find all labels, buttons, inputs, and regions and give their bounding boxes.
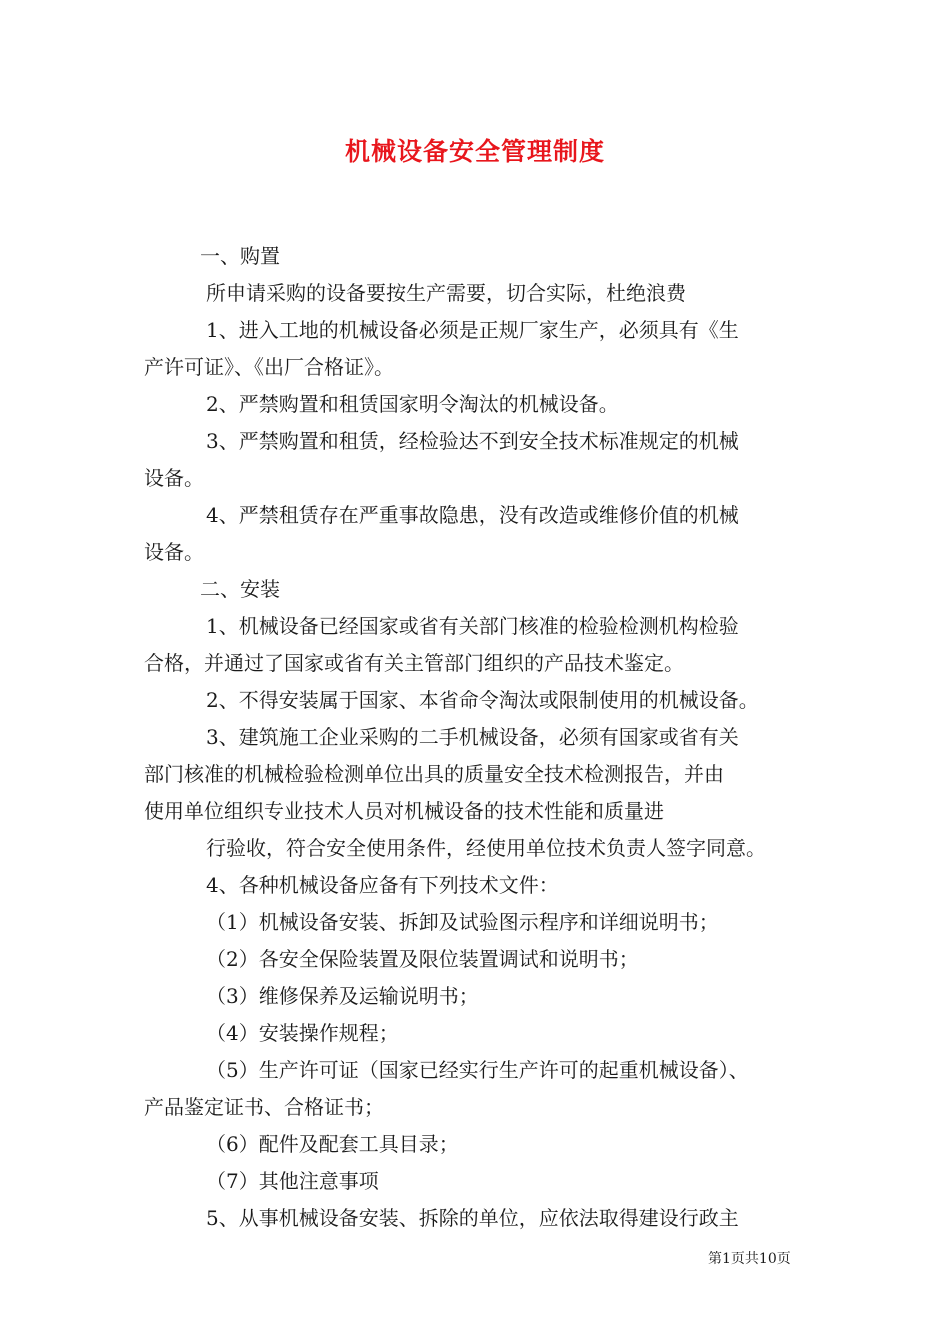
paragraph-line: 设备。 — [144, 466, 204, 490]
paragraph-line: 部门核准的机械检验检测单位出具的质量安全技术检测报告，并由 — [144, 762, 724, 786]
paragraph-line: 设备。 — [144, 540, 204, 564]
page-number: 第1页共10页 — [708, 1251, 791, 1267]
document-body — [144, 238, 816, 1237]
paragraph-line: 5、从事机械设备安装、拆除的单位，应依法取得建设行政主 — [206, 1206, 739, 1230]
list-item: （3）维修保养及运输说明书； — [206, 984, 479, 1008]
paragraph-line: 1、机械设备已经国家或省有关部门核准的检验检测机构检验 — [206, 614, 739, 638]
paragraph-line: 1、进入工地的机械设备必须是正规厂家生产，必须具有《生 — [206, 318, 739, 342]
paragraph-line: 所申请采购的设备要按生产需要，切合实际，杜绝浪费 — [206, 281, 686, 305]
paragraph-line: 3、建筑施工企业采购的二手机械设备，必须有国家或省有关 — [206, 725, 739, 749]
paragraph-line: 合格，并通过了国家或省有关主管部门组织的产品技术鉴定。 — [144, 651, 684, 675]
paragraph-line: 2、不得安装属于国家、本省命令淘汰或限制使用的机械设备。 — [206, 688, 759, 712]
section-heading: 一、购置 — [200, 244, 280, 268]
list-item: （5）生产许可证（国家已经实行生产许可的起重机械设备）、 — [206, 1058, 749, 1082]
paragraph-line: 产品鉴定证书、合格证书； — [144, 1095, 384, 1119]
paragraph-line: 2、严禁购置和租赁国家明令淘汰的机械设备。 — [206, 392, 619, 416]
list-item: （6）配件及配套工具目录； — [206, 1132, 459, 1156]
list-item: （1）机械设备安装、拆卸及试验图示程序和详细说明书； — [206, 910, 719, 934]
list-item: （2）各安全保险装置及限位装置调试和说明书； — [206, 947, 639, 971]
paragraph-line: 行验收，符合安全使用条件，经使用单位技术负责人签字同意。 — [206, 836, 766, 860]
paragraph-line: 4、严禁租赁存在严重事故隐患，没有改造或维修价值的机械 — [206, 503, 739, 527]
paragraph-line: 使用单位组织专业技术人员对机械设备的技术性能和质量进 — [144, 799, 664, 823]
section-heading: 二、安装 — [200, 577, 280, 601]
list-item: （4）安装操作规程； — [206, 1021, 399, 1045]
paragraph-line: 产许可证》、《出厂合格证》。 — [144, 355, 394, 379]
paragraph-line: 4、各种机械设备应备有下列技术文件： — [206, 873, 559, 897]
document-title: 机械设备安全管理制度 — [344, 137, 605, 166]
paragraph-line: 3、严禁购置和租赁，经检验达不到安全技术标准规定的机械 — [206, 429, 739, 453]
list-item: （7）其他注意事项 — [206, 1169, 379, 1193]
